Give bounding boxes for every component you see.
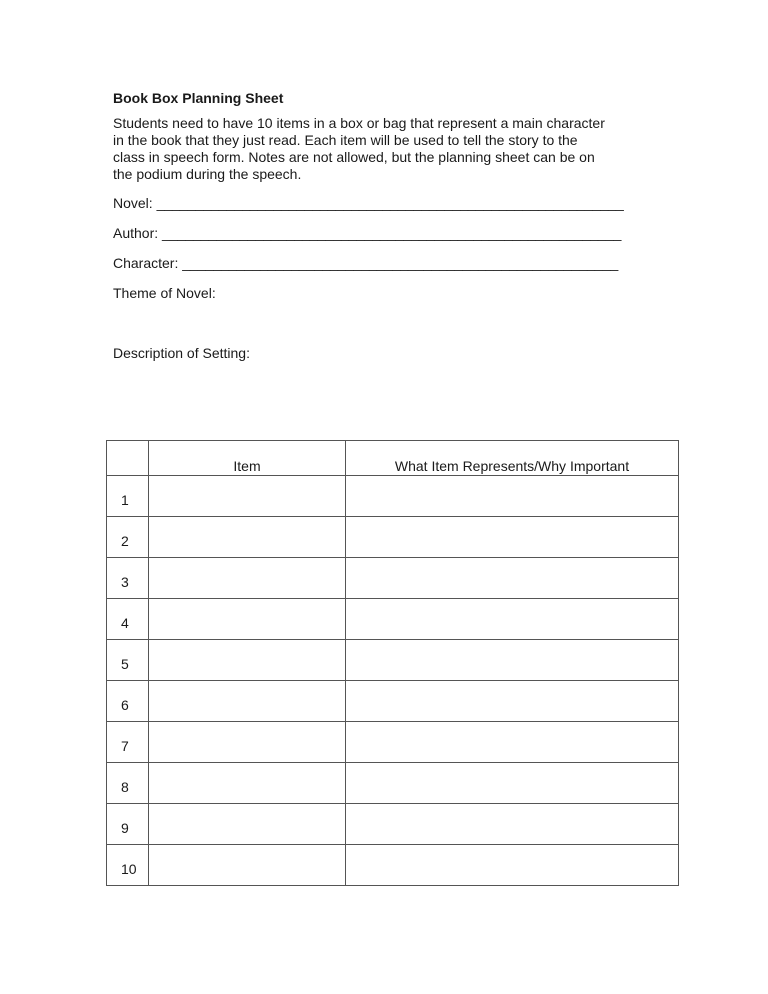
- why-cell[interactable]: [346, 722, 679, 763]
- table-row: [107, 845, 679, 886]
- instructions-paragraph: [113, 115, 673, 183]
- author-blank-line[interactable]: ___________________________________________________________: [162, 225, 622, 241]
- instructions-line: the podium during the speech.: [113, 166, 302, 182]
- character-label: Character:: [113, 255, 179, 271]
- row-number: 8: [107, 763, 149, 804]
- novel-label: Novel:: [113, 195, 153, 211]
- table-row: [107, 763, 679, 804]
- table-row: [107, 722, 679, 763]
- item-cell[interactable]: [149, 681, 346, 722]
- table-row: [107, 804, 679, 845]
- why-cell[interactable]: [346, 845, 679, 886]
- why-cell[interactable]: [346, 558, 679, 599]
- item-cell[interactable]: [149, 804, 346, 845]
- row-number: 5: [107, 640, 149, 681]
- items-table: [106, 440, 679, 886]
- row-number: 7: [107, 722, 149, 763]
- header-why-important: What Item Represents/Why Important: [346, 441, 679, 476]
- table-row: [107, 599, 679, 640]
- setting-label: Description of Setting:: [113, 345, 250, 361]
- row-number: 4: [107, 599, 149, 640]
- item-cell[interactable]: [149, 640, 346, 681]
- author-label: Author:: [113, 225, 159, 241]
- table-row: [107, 476, 679, 517]
- author-field[interactable]: [113, 225, 693, 255]
- why-cell[interactable]: [346, 763, 679, 804]
- why-cell[interactable]: [346, 517, 679, 558]
- table-row: [107, 517, 679, 558]
- instructions-line: in the book that they just read. Each item will be used to tell the story to the: [113, 132, 578, 148]
- row-number: 1: [107, 476, 149, 517]
- table-row: [107, 558, 679, 599]
- row-number: 2: [107, 517, 149, 558]
- character-field[interactable]: [113, 255, 693, 285]
- why-cell[interactable]: [346, 681, 679, 722]
- row-number: 9: [107, 804, 149, 845]
- table-row: [107, 681, 679, 722]
- page-title: Book Box Planning Sheet: [113, 90, 284, 106]
- item-cell[interactable]: [149, 845, 346, 886]
- why-cell[interactable]: [346, 804, 679, 845]
- item-cell[interactable]: [149, 517, 346, 558]
- theme-label: Theme of Novel:: [113, 285, 216, 301]
- instructions-line: Students need to have 10 items in a box or bag that represent a main character: [113, 115, 605, 131]
- item-cell[interactable]: [149, 476, 346, 517]
- novel-blank-line[interactable]: ____________________________________________________________: [156, 195, 624, 211]
- why-cell[interactable]: [346, 640, 679, 681]
- header-number: [107, 441, 149, 476]
- setting-field[interactable]: [113, 345, 693, 362]
- instructions-line: class in speech form. Notes are not allowed, but the planning sheet can be on: [113, 149, 595, 165]
- header-item: Item: [149, 441, 346, 476]
- row-number: 3: [107, 558, 149, 599]
- why-cell[interactable]: [346, 476, 679, 517]
- item-cell[interactable]: [149, 763, 346, 804]
- why-cell[interactable]: [346, 599, 679, 640]
- item-cell[interactable]: [149, 599, 346, 640]
- table-row: [107, 640, 679, 681]
- character-blank-line[interactable]: ________________________________________________________: [182, 255, 619, 271]
- item-cell[interactable]: [149, 558, 346, 599]
- table-header-row: [107, 441, 679, 476]
- novel-field[interactable]: [113, 195, 693, 225]
- planning-sheet: [113, 90, 693, 362]
- row-number: 6: [107, 681, 149, 722]
- item-cell[interactable]: [149, 722, 346, 763]
- theme-field[interactable]: [113, 285, 693, 345]
- row-number: 10: [107, 845, 149, 886]
